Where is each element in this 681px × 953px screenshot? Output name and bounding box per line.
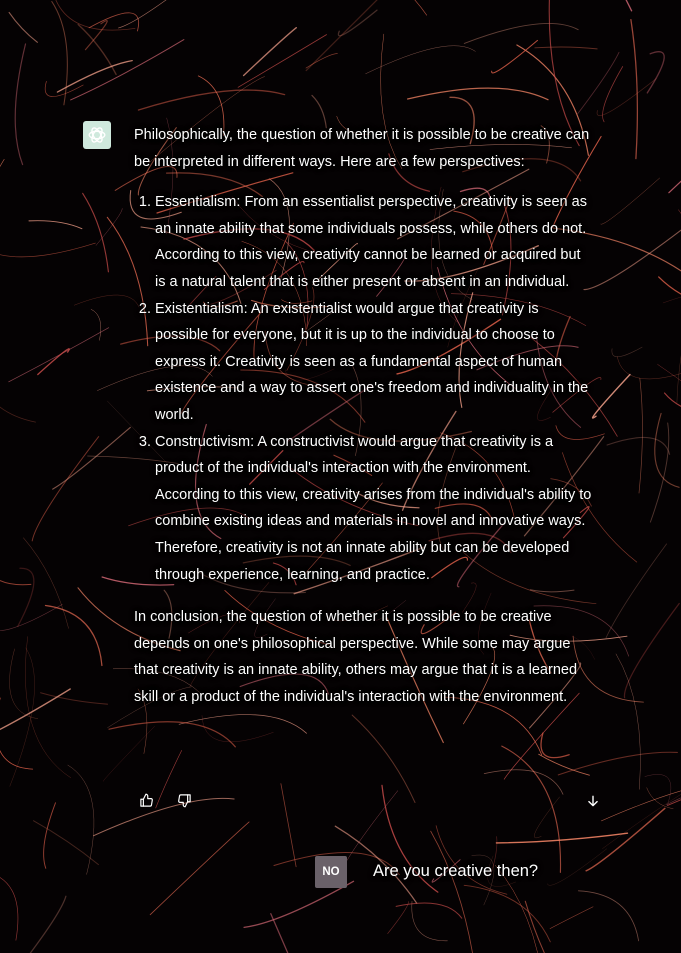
texture-streak: [668, 744, 681, 806]
openai-logo-icon: [86, 124, 108, 146]
texture-streak: [29, 221, 82, 229]
texture-streak: [44, 803, 56, 869]
thumbs-down-icon: [177, 793, 192, 808]
assistant-avatar: [83, 121, 111, 149]
feedback-actions: [138, 792, 192, 808]
texture-streak: [9, 328, 109, 382]
texture-streak: [606, 544, 667, 638]
texture-streak: [412, 901, 448, 941]
texture-streak: [0, 878, 18, 941]
texture-streak: [496, 833, 627, 843]
assistant-message: [134, 122, 594, 710]
texture-streak: [602, 774, 681, 849]
list-item: 1. Essentialism: From an essentialist perspective, creativity is seen as an innate ability that some individuals possess, while others do not. According to this view, creativity cannot be learned or acquired but is a natural talent that is either present or absent in an individual.: [155, 189, 594, 295]
texture-streak: [238, 35, 326, 88]
texture-streak: [601, 178, 660, 224]
texture-streak: [281, 784, 296, 867]
texture-streak: [616, 654, 640, 789]
user-avatar: [315, 856, 347, 888]
thumbs-down-button[interactable]: [176, 792, 192, 808]
texture-streak: [617, 357, 681, 379]
texture-streak: [597, 79, 656, 116]
texture-streak: [464, 885, 550, 942]
texture-streak: [23, 538, 68, 629]
texture-streak: [0, 159, 4, 195]
texture-streak: [96, 209, 122, 246]
texture-streak: [0, 604, 62, 630]
texture-streak: [578, 891, 638, 941]
texture-streak: [663, 287, 681, 303]
texture-streak: [0, 348, 36, 422]
list-item: 3. Constructivism: A constructivist would argue that creativity is a product of the individual's interaction with the environment. According to this view, creativity arises from the individual's ability to combine existing ideas and materials in novel and innovative ways. Therefore, creativity is not an innate ability but can be developed through experience, learning, and practice.: [155, 429, 594, 589]
texture-streak: [91, 309, 101, 340]
texture-streak: [244, 881, 353, 927]
texture-streak: [586, 808, 665, 871]
texture-streak: [0, 243, 95, 257]
texture-streak: [352, 715, 415, 802]
texture-streak: [547, 849, 606, 886]
texture-streak: [550, 907, 593, 929]
perspectives-list: [134, 189, 594, 588]
texture-streak: [645, 774, 671, 804]
texture-streak: [52, 2, 68, 105]
texture-streak: [71, 40, 184, 100]
texture-streak: [665, 393, 681, 416]
scroll-down-button[interactable]: [586, 794, 602, 810]
texture-streak: [578, 52, 619, 113]
texture-streak: [55, 0, 135, 30]
texture-streak: [103, 726, 154, 781]
texture-streak: [607, 437, 670, 454]
texture-streak: [83, 193, 109, 271]
texture-streak: [539, 754, 590, 775]
message-intro: Philosophically, the question of whether it is possible to be creative can be interpreted in different ways. Here are a few perspectives:: [134, 127, 590, 170]
texture-streak: [655, 413, 679, 487]
texture-streak: [464, 23, 578, 43]
texture-streak: [18, 568, 34, 626]
texture-streak: [118, 0, 182, 28]
texture-streak: [74, 295, 139, 307]
texture-streak: [659, 277, 681, 314]
texture-streak: [33, 821, 98, 865]
texture-streak: [647, 52, 664, 93]
texture-streak: [593, 375, 630, 419]
texture-streak: [46, 606, 102, 666]
texture-streak: [139, 90, 285, 110]
texture-streak: [0, 698, 33, 769]
texture-streak: [560, 0, 632, 11]
texture-streak: [631, 20, 637, 159]
texture-streak: [584, 221, 681, 289]
message-conclusion: In conclusion, the question of whether it is possible to be creative depends on one's philosophical perspective. While some may argue that creativity is an innate ability, others may argue that it is a learned skill or a product of the individual's interaction with the environment.: [134, 609, 578, 705]
texture-streak: [677, 293, 681, 403]
texture-streak: [624, 604, 679, 698]
texture-streak: [9, 12, 37, 42]
texture-streak: [0, 557, 31, 585]
texture-streak: [202, 716, 273, 742]
texture-streak: [541, 733, 569, 758]
user-avatar-initials: NO: [322, 866, 340, 878]
thumbs-up-button[interactable]: [138, 792, 154, 808]
user-message: Are you creative then?: [373, 862, 539, 880]
thumbs-up-icon: [139, 793, 154, 808]
texture-streak: [179, 715, 307, 734]
list-item: 2. Existentialism: An existentialist would argue that creativity is possible for everyone, but it is up to the individual to choose to express it. Creativity is seen as a fundamental aspect of human existence and a way to assert one's freedom and individuality in the world.: [155, 296, 594, 429]
texture-streak: [25, 637, 70, 778]
texture-streak: [408, 88, 548, 100]
texture-streak: [89, 13, 139, 31]
texture-streak: [9, 649, 37, 719]
arrow-down-icon: [586, 794, 600, 808]
texture-streak: [502, 746, 561, 872]
texture-streak: [484, 770, 563, 795]
texture-streak: [492, 40, 538, 73]
texture-streak: [53, 427, 131, 489]
texture-streak: [15, 44, 25, 165]
texture-streak: [41, 693, 108, 704]
texture-streak: [612, 347, 642, 357]
texture-streak: [57, 61, 132, 93]
texture-streak: [150, 822, 249, 915]
texture-streak: [0, 689, 70, 750]
texture-streak: [669, 151, 681, 192]
texture-streak: [396, 903, 462, 918]
texture-streak: [639, 378, 642, 493]
texture-streak: [32, 437, 99, 541]
texture-streak: [109, 722, 235, 747]
texture-streak: [535, 47, 597, 49]
texture-streak: [38, 349, 69, 375]
